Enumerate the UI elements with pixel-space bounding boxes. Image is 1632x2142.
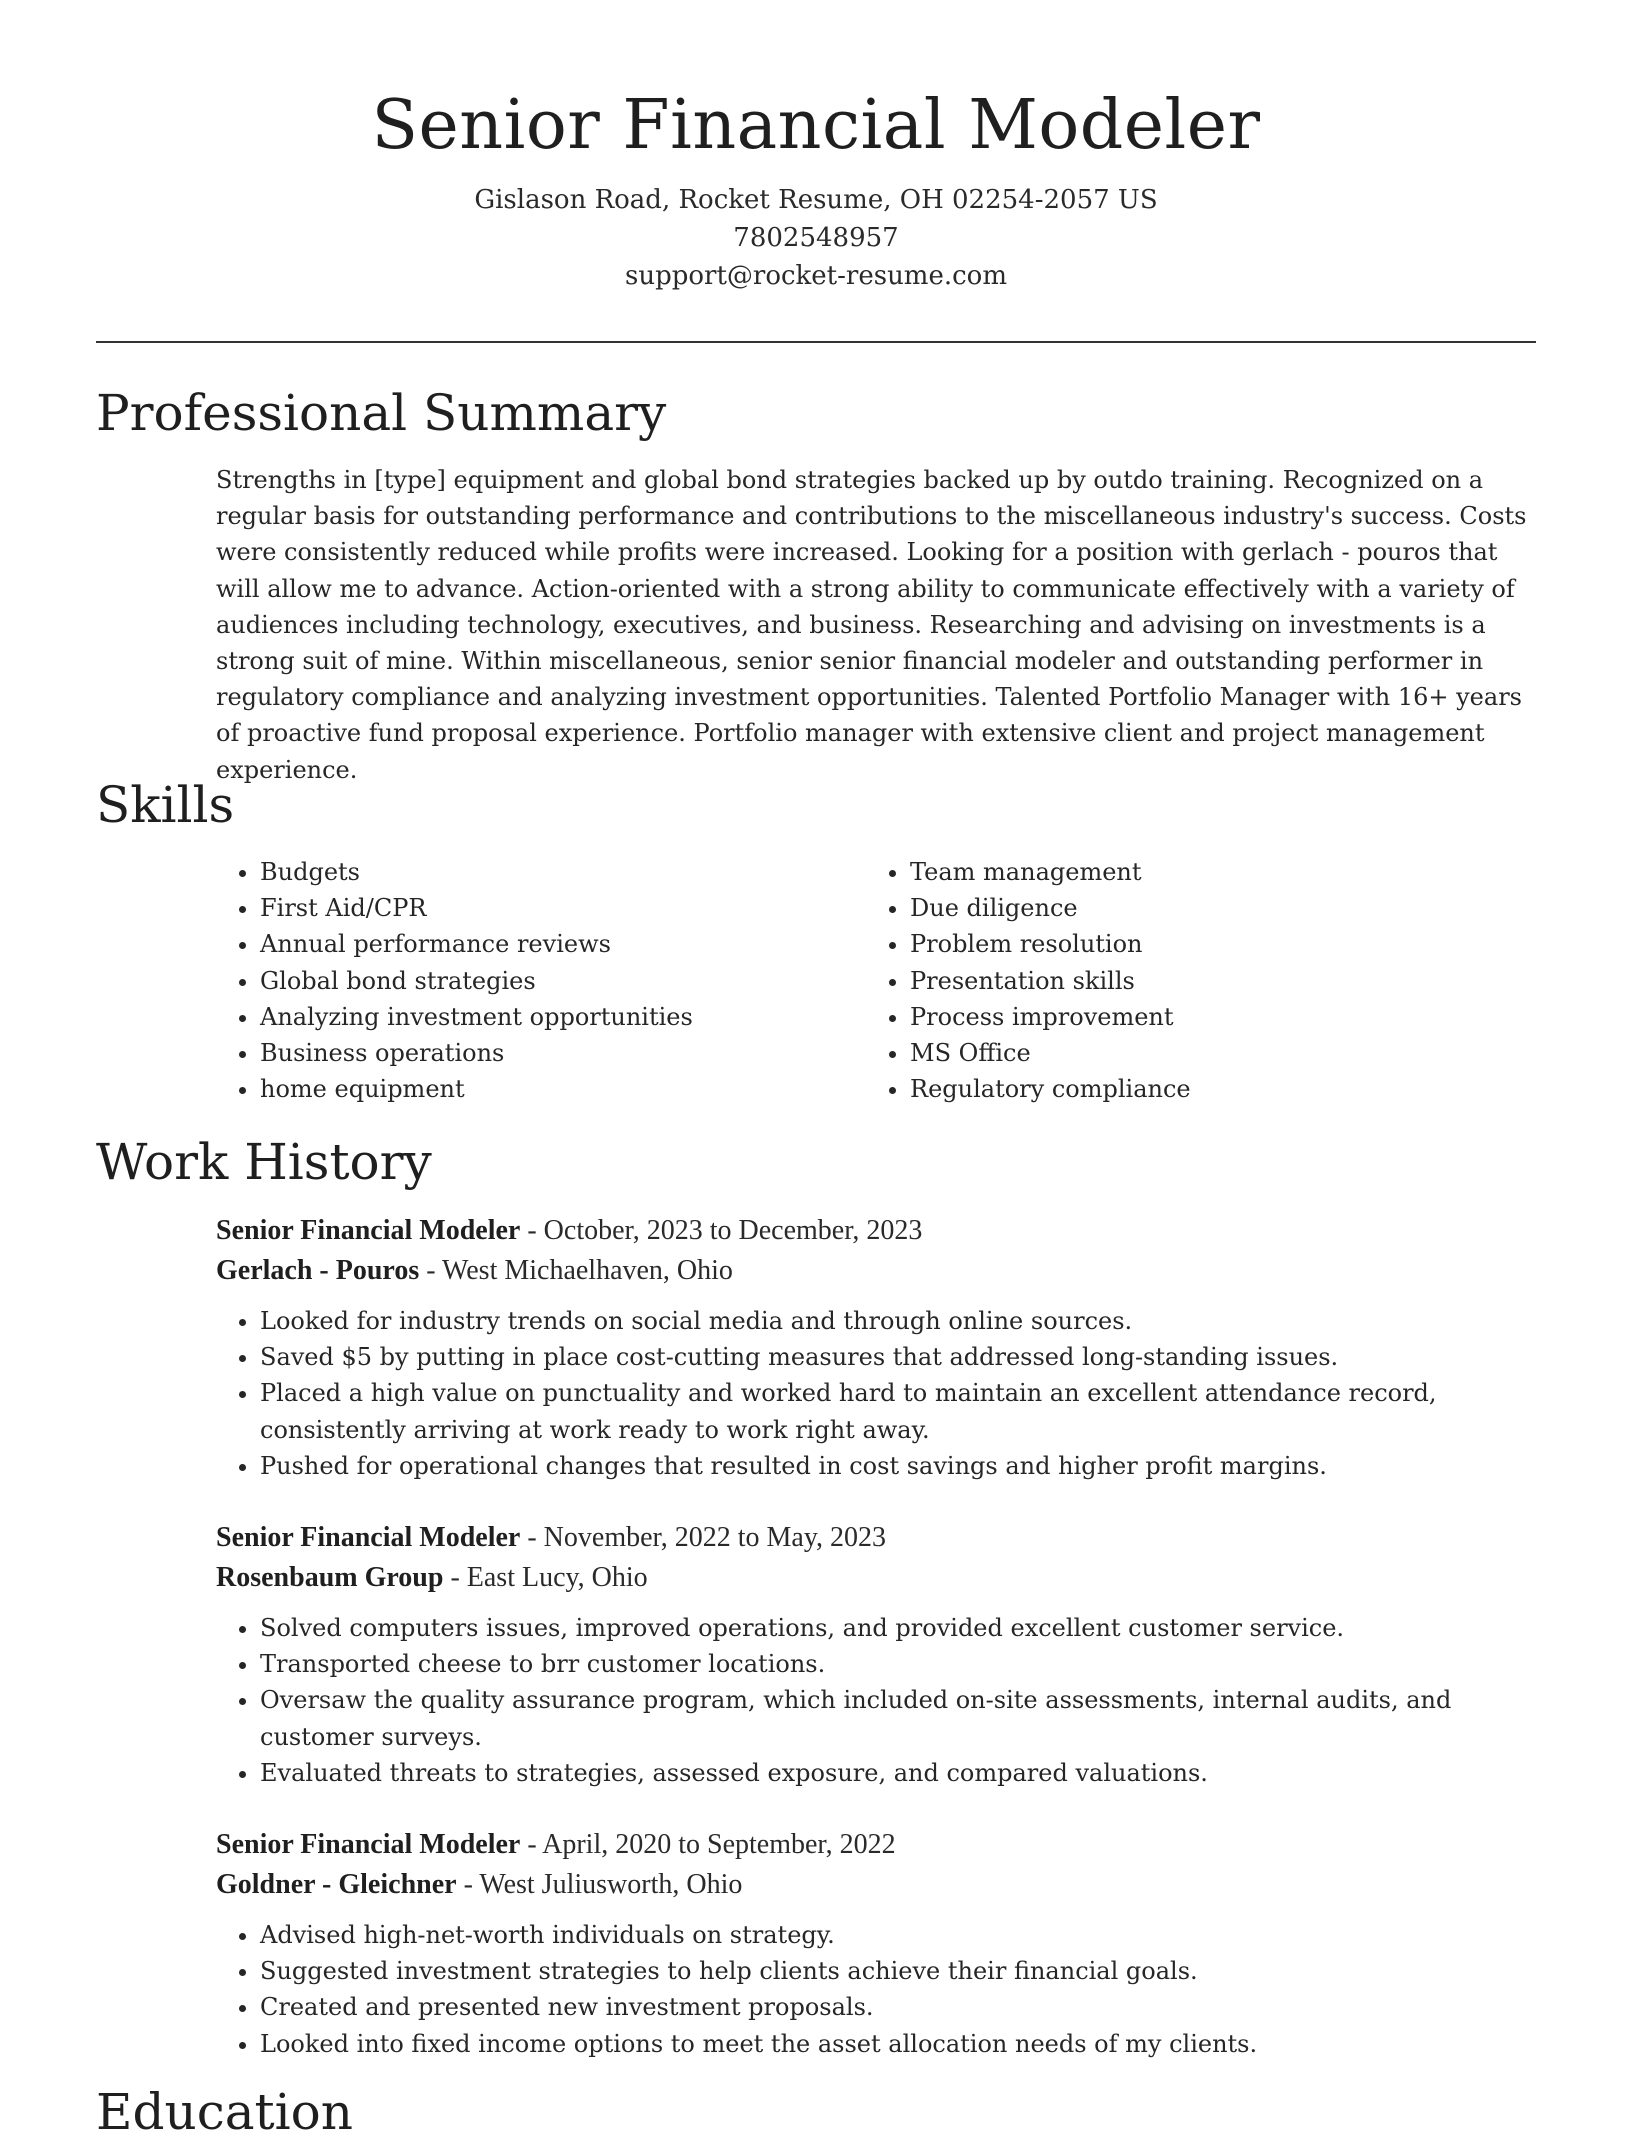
skill-item: • Business operations	[260, 1035, 860, 1071]
job-bullet: • Looked into fixed income options to meet the asset allocation needs of my clients.	[260, 2026, 1538, 2062]
job-bullet: • Suggested investment strategies to help clients achieve their financial goals.	[260, 1953, 1538, 1989]
summary-heading: Professional Summary	[96, 384, 667, 442]
skill-item: • Problem resolution	[910, 926, 1570, 962]
skill-item: • Analyzing investment opportunities	[260, 999, 860, 1035]
job-location: - West Michaelhaven, Ohio	[419, 1255, 733, 1286]
skills-list-left	[216, 854, 860, 1107]
job-bullet: • Saved $5 by putting in place cost-cutting measures that addressed long-standing issues.	[260, 1339, 1538, 1375]
skills-list-right	[866, 854, 1570, 1107]
skill-item: • Presentation skills	[910, 963, 1570, 999]
skill-item: • Global bond strategies	[260, 963, 860, 999]
contact-email: support@rocket-resume.com	[624, 261, 1007, 291]
job-entry	[216, 1211, 1538, 1484]
job-location: - West Juliusworth, Ohio	[456, 1869, 743, 1900]
job-bullets	[216, 1303, 1538, 1484]
job-bullet: • Looked for industry trends on social media and through online sources.	[260, 1303, 1538, 1339]
job-company-line	[216, 1558, 1538, 1598]
candidate-name: Senior Financial Modeler	[371, 86, 1261, 165]
job-dates: - April, 2020 to September, 2022	[520, 1829, 896, 1860]
job-company-line	[216, 1865, 1538, 1905]
skill-item: • MS Office	[910, 1035, 1570, 1071]
skill-item: • Process improvement	[910, 999, 1570, 1035]
skill-item: • First Aid/CPR	[260, 890, 860, 926]
contact-phone: 7802548957	[733, 223, 899, 253]
job-bullet: • Solved computers issues, improved operations, and provided excellent customer service.	[260, 1610, 1538, 1646]
job-title-line	[216, 1211, 1538, 1251]
job-bullet: • Oversaw the quality assurance program, which included on-site assessments, internal audits, and customer surveys.	[260, 1682, 1538, 1754]
job-entry	[216, 1825, 1538, 2062]
job-bullet: • Created and presented new investment proposals.	[260, 1989, 1538, 2025]
job-bullets	[216, 1917, 1538, 2062]
contact-address: Gislason Road, Rocket Resume, OH 02254-2057 US	[474, 185, 1158, 215]
job-title-line	[216, 1518, 1538, 1558]
job-company: Gerlach - Pouros	[216, 1255, 420, 1286]
job-entry	[216, 1518, 1538, 1791]
job-title-line	[216, 1825, 1538, 1865]
job-bullet: • Placed a high value on punctuality and worked hard to maintain an excellent attendance record, consistently arriving at work ready to work right away.	[260, 1375, 1538, 1447]
job-role: Senior Financial Modeler	[216, 1522, 521, 1553]
education-heading: Education	[96, 2083, 353, 2141]
header-divider	[96, 341, 1536, 343]
skill-item: • Regulatory compliance	[910, 1071, 1570, 1107]
skill-item: • Annual performance reviews	[260, 926, 860, 962]
resume-header	[96, 78, 1536, 295]
job-bullets	[216, 1610, 1538, 1791]
job-bullet: • Pushed for operational changes that resulted in cost savings and higher profit margins.	[260, 1448, 1538, 1484]
job-company: Goldner - Gleichner	[216, 1869, 457, 1900]
summary-text: Strengths in [type] equipment and global bond strategies backed up by outdo training. Recognized on a regular basis for outstanding performance and contributions to the miscellaneous industry's success. Costs were consistently reduced while profits were increased. Looking for a position with gerlach - pouros that will allow me to advance. Action-oriented with a strong ability to communicate effectively with a variety of audiences including technology, executives, and business. Researching and advising on investments is a strong suit of mine. Within miscellaneous, senior senior financial modeler and outstanding performer in regulatory compliance and analyzing investment opportunities. Talented Portfolio Manager with 16+ years of proactive fund proposal experience. Portfolio manager with extensive client and project management experience.	[216, 466, 1527, 784]
job-company: Rosenbaum Group	[216, 1562, 444, 1593]
skill-item: • home equipment	[260, 1071, 860, 1107]
work-history-heading: Work History	[96, 1133, 432, 1191]
job-bullet: • Transported cheese to brr customer locations.	[260, 1646, 1538, 1682]
job-dates: - October, 2023 to December, 2023	[520, 1215, 923, 1246]
job-dates: - November, 2022 to May, 2023	[520, 1522, 887, 1553]
skills-heading: Skills	[96, 776, 235, 834]
job-role: Senior Financial Modeler	[216, 1215, 521, 1246]
skill-item: • Budgets	[260, 854, 860, 890]
skill-item: • Team management	[910, 854, 1570, 890]
skill-item: • Due diligence	[910, 890, 1570, 926]
job-bullet: • Advised high-net-worth individuals on strategy.	[260, 1917, 1538, 1953]
job-bullet: • Evaluated threats to strategies, assessed exposure, and compared valuations.	[260, 1755, 1538, 1791]
job-location: - East Lucy, Ohio	[443, 1562, 648, 1593]
job-role: Senior Financial Modeler	[216, 1829, 521, 1860]
job-company-line	[216, 1251, 1538, 1291]
